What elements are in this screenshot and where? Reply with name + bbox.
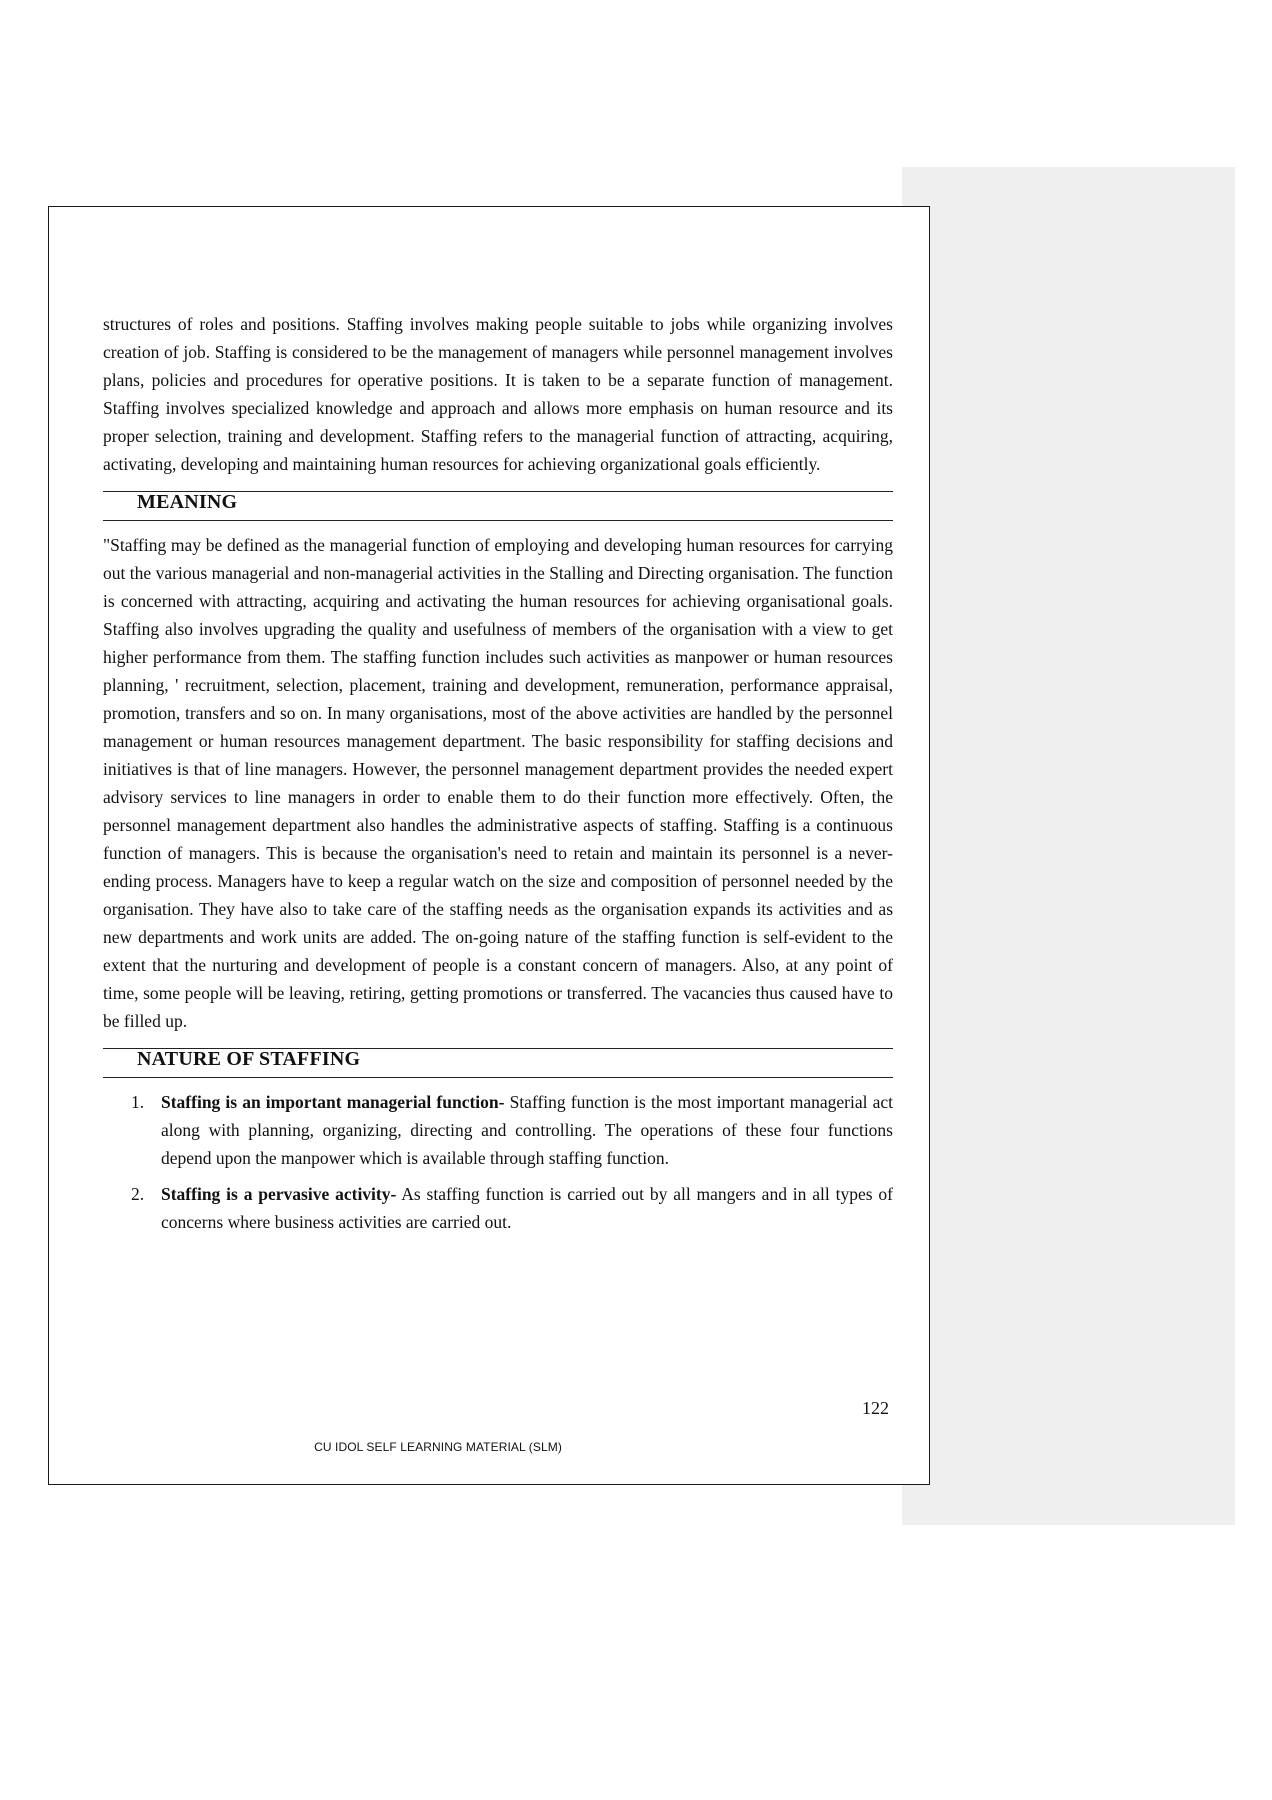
- footer: [49, 1440, 929, 1454]
- meaning-heading-block: [103, 491, 893, 521]
- nature-heading-block: [103, 1048, 893, 1078]
- nature-list: [103, 1088, 893, 1236]
- list-item-number: 1.: [131, 1092, 145, 1112]
- document-page: [48, 206, 930, 1485]
- comment-pane: [902, 167, 1235, 1525]
- list-item-text: As staffing function is carried out by all mangers and in all types of concerns where business activities are carried out.: [161, 1184, 893, 1232]
- intro-paragraph: structures of roles and positions. Staffing involves making people suitable to jobs while organizing involves creation of job. Staffing is considered to be the management of managers while personnel management involves plans, policies and procedures for operative positions. It is taken to be a separate function of management. Staffing involves specialized knowledge and approach and allows more emphasis on human resource and its proper selection, training and development. Staffing refers to the managerial function of attracting, acquiring, activating, developing and maintaining human resources for achieving organizational goals efficiently.: [103, 314, 893, 474]
- list-item-text: Staffing function is the most important managerial act along with planning, organizing, directing and controlling. The operations of these four functions depend upon the manpower which is available through staffing function.: [161, 1092, 893, 1168]
- list-item-number: 2.: [131, 1184, 145, 1204]
- list-item-title: Staffing is an important managerial function-: [161, 1092, 505, 1112]
- meaning-paragraph: "Staffing may be defined as the managerial function of employing and developing human resources for carrying out the various managerial and non-managerial activities in the Stalling and Directing organisation. The function is concerned with attracting, acquiring and activating the human resources for achieving organisational goals. Staffing also involves upgrading the quality and usefulness of members of the organisation with a view to get higher performance from them. The staffing function includes such activities as manpower or human resources planning, ' recruitment, selection, placement, training and development, remuneration, performance appraisal, promotion, transfers and so on. In many organisations, most of the above activities are handled by the personnel management or human resources management department. The basic responsibility for staffing decisions and initiatives is that of line managers. However, the personnel management department provides the needed expert advisory services to line managers in order to enable them to do their function more effectively. Often, the personnel management department also handles the administrative aspects of staffing. Staffing is a continuous function of managers. This is because the organisation's need to retain and maintain its personnel is a never-ending process. Managers have to keep a regular watch on the size and composition of personnel needed by the organisation. They have also to take care of the staffing needs as the organisation expands its activities and as new departments and work units are added. The on-going nature of the staffing function is self-evident to the extent that the nurturing and development of people is a constant concern of managers. Also, at any point of time, some people will be leaving, retiring, getting promotions or transferred. The vacancies thus caused have to be filled up.: [103, 535, 893, 1031]
- list-item-title: Staffing is a pervasive activity-: [161, 1184, 397, 1204]
- meaning-heading: MEANING: [137, 491, 238, 513]
- footer-text: CU IDOL SELF LEARNING MATERIAL (SLM): [314, 1440, 562, 1454]
- list-item: [103, 1088, 893, 1172]
- nature-heading: NATURE OF STAFFING: [137, 1048, 361, 1070]
- page-number: 122: [862, 1398, 889, 1418]
- page-content: [103, 310, 893, 1244]
- list-item: [103, 1180, 893, 1236]
